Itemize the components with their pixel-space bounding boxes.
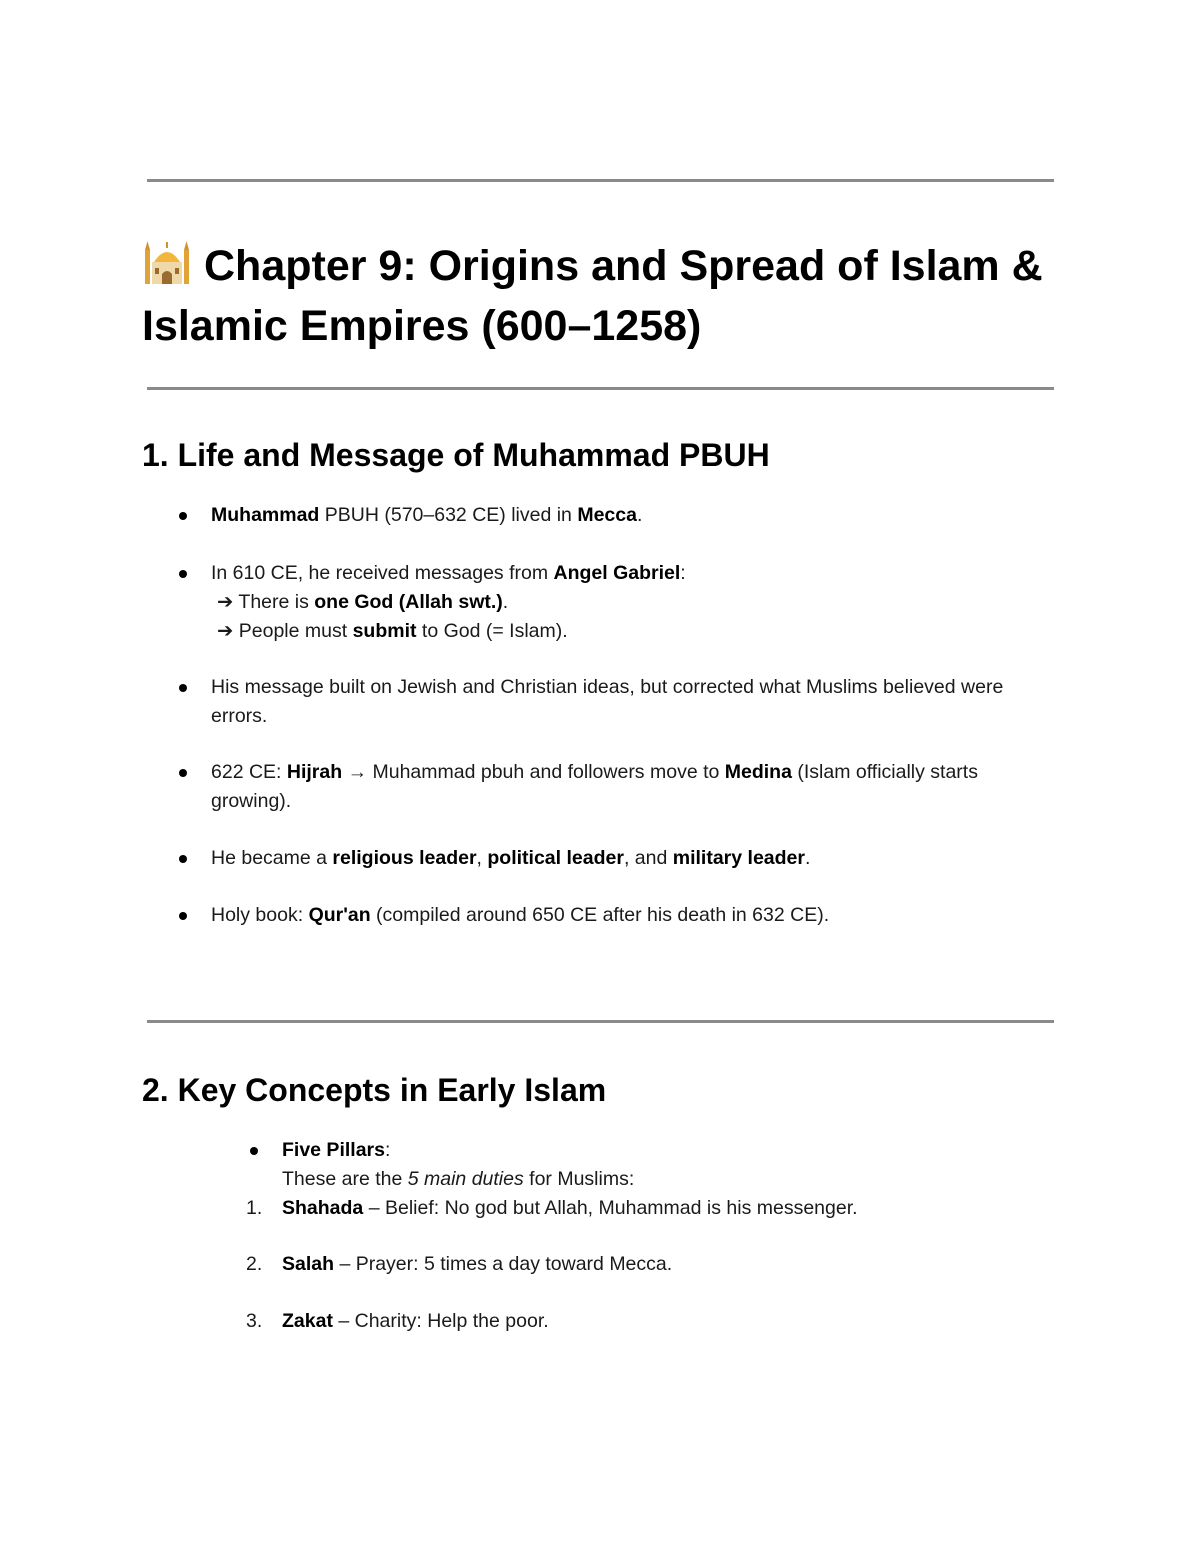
section-heading: 1. Life and Message of Muhammad PBUH — [142, 437, 770, 473]
list-item: Muhammad PBUH (570–632 CE) lived in Mecca. — [211, 504, 643, 526]
title-text: Chapter 9: Origins and Spread of Islam & Islamic Empires (600–1258) — [142, 242, 1043, 350]
list-item: Salah – Prayer: 5 times a day toward Mecca. — [282, 1253, 673, 1275]
bullet-icon — [179, 684, 187, 692]
list-item: Holy book: Qur'an (compiled around 650 CE after his death in 632 CE). — [211, 904, 830, 926]
list-item: He became a religious leader, political leader, and military leader. — [211, 847, 811, 869]
horizontal-rule — [147, 387, 1054, 390]
list-number: 3. — [246, 1310, 263, 1332]
mosque-icon — [142, 236, 192, 286]
list-item: Shahada – Belief: No god but Allah, Muhammad is his messenger. — [282, 1197, 858, 1219]
bullet-icon — [179, 769, 187, 777]
bullet-icon — [179, 855, 187, 863]
list-number: 2. — [246, 1253, 263, 1275]
horizontal-rule — [147, 179, 1054, 182]
list-item: 622 CE: Hijrah → Muhammad pbuh and followers move to Medina (Islam officially starts growing). — [211, 761, 978, 812]
list-number: 1. — [246, 1197, 263, 1219]
list-item: His message built on Jewish and Christian ideas, but corrected what Muslims believed were errors. — [211, 676, 1004, 727]
list-item: Zakat – Charity: Help the poor. — [282, 1310, 549, 1332]
sub-point: ➔ People must submit to God (= Islam). — [217, 620, 568, 642]
bullet-icon — [250, 1147, 258, 1155]
list-item: Five Pillars: These are the 5 main duties for Muslims: — [282, 1139, 635, 1190]
bullet-icon — [179, 512, 187, 520]
bullet-icon — [179, 912, 187, 920]
page-title — [142, 236, 1102, 356]
sub-point: ➔ There is one God (Allah swt.). — [217, 591, 509, 613]
horizontal-rule — [147, 1020, 1054, 1023]
bullet-icon — [179, 570, 187, 578]
section-heading: 2. Key Concepts in Early Islam — [142, 1072, 607, 1108]
list-item: In 610 CE, he received messages from Angel Gabriel: ➔ There is one God (Allah swt.). ➔ People must submit to God (= Islam). — [211, 559, 1061, 646]
